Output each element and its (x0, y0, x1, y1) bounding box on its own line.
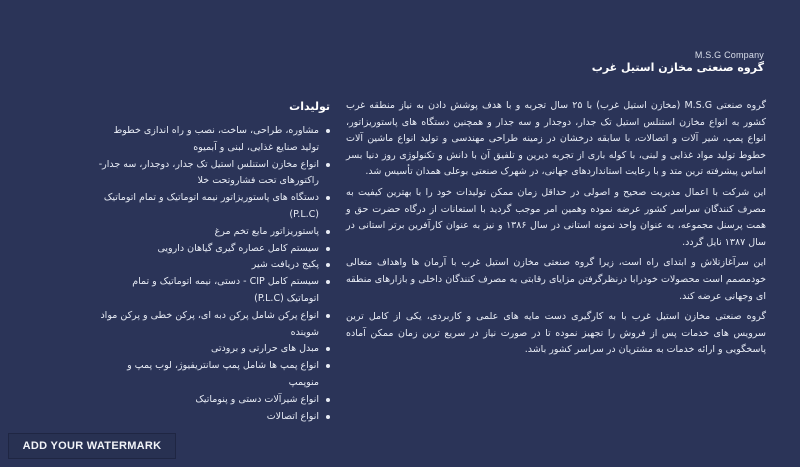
products-list (98, 123, 330, 425)
bullet-icon (326, 129, 330, 133)
bullet-icon (326, 263, 330, 267)
list-item (98, 274, 330, 308)
product-label: انواع اتصالات (266, 410, 319, 422)
list-item (98, 123, 330, 157)
list-item (98, 341, 330, 358)
list-item (98, 241, 330, 258)
about-paragraph: این شرکت با اعمال مدیریت صحیح و اصولی در حداقل زمان ممکن تولیدات خود را با بهترین کیفیت به مصرف کنندگان سراسر کشور عرضه نموده وهمین امر موجب گردید با استعانات از درگاه حضرت حق و همت پرسنل مجموعه، به عنوان واحد نمونه استانی در سال ۱۳۸۶ و نیز به عنوان کارآفرین برتر استانی در سال ۱۳۸۷ نایل گردد. (346, 186, 766, 248)
bullet-icon (326, 230, 330, 234)
about-paragraph: این سرآغازتلاش و ابتدای راه است، زیرا گروه صنعتی مخازن استیل غرب با آرمان ها واهداف متعالی خودمصمم است محصولات خودرابا درنظرگرفتن مزایای رقابتی به مصرف کنندگان داخلی و بازارهای منطقه ای وجهانی عرضه کند. (346, 257, 766, 302)
product-label: سیستم کامل عصاره گیری گیاهان دارویی (157, 242, 319, 254)
list-item (98, 190, 330, 224)
bullet-icon (326, 247, 330, 251)
bullet-icon (326, 415, 330, 419)
product-label: سیستم کامل CIP - دستی، نیمه اتوماتیک و تمام اتوماتیک (P.L.C) (132, 276, 319, 304)
list-item (98, 392, 330, 409)
product-label: انواع پمپ ها شامل پمپ سانتریفیوژ، لوب پمپ و منوپمپ (127, 360, 319, 388)
bullet-icon (326, 196, 330, 200)
list-item (98, 257, 330, 274)
products-section (98, 100, 330, 425)
bullet-icon (326, 314, 330, 318)
list-item (98, 308, 330, 342)
product-label: انواع مخازن استنلس استیل تک جدار، دوجدار، سه جدار-راکتورهای تحت فشاروتحت خلا (98, 158, 319, 187)
company-header (592, 50, 764, 74)
watermark-label: ADD YOUR WATERMARK (22, 440, 162, 452)
company-subtitle: گروه صنعتی مخازن استیل غرب (591, 61, 764, 74)
bullet-icon (326, 347, 330, 351)
list-item (98, 224, 330, 241)
about-paragraph: گروه صنعتی مخازن استیل غرب با به کارگیری دست مایه های علمی و کاربردی، یکی از کامل ترین سرویس های خدمات پس از فروش را تجهیز نموده تا در صورت نیاز در سریع ترین زمان ممکن آماده پاسخگویی و ارائه خدمات به مشتریان در سراسر کشور باشد. (346, 311, 766, 356)
list-item (98, 409, 330, 426)
list-item (98, 358, 330, 392)
bullet-icon (326, 280, 330, 284)
product-label: دستگاه های پاستوریزاتور نیمه اتوماتیک و تمام اتوماتیک (P.L.C) (103, 192, 319, 220)
product-label: پکیج دریافت شیر (251, 259, 319, 271)
add-watermark-button[interactable] (8, 433, 176, 459)
list-item (98, 157, 330, 191)
bullet-icon (326, 163, 330, 167)
about-paragraph: گروه صنعتی M.S.G (مخازن استیل غرب) با ۲۵ سال تجربه و با هدف پوشش دادن به نیاز منطقه غرب کشور به انواع مخازن استنلس استیل تک جدار، دوجدار و سه جدار و همچنین دستگاه های پاستوریزاتور، انواع پمپ، شیر آلات و اتصالات، با سابقه درخشان در زمینه طراحی مهندسی و تولید انواع ماشین آلات خطوط تولید مواد غذایی و لبنی، با کوله باری از تجربه دیرین و تلفیق آن با دانش و تکنولوژی روز دنیا بسر اساس پیشرفته ترین متد و با رعایت استانداردهای جهانی، در شهرک صنعتی بوعلی همدان تأسیس شد. (346, 100, 766, 178)
products-title: تولیدات (289, 100, 330, 113)
product-label: پاستوریزاتور مایع تخم مرغ (214, 225, 319, 237)
company-name: M.S.G Company (694, 50, 764, 60)
product-label: انواع پرکن شامل پرکن دبه ای، پرکن خطی و پرکن مواد شوینده (100, 309, 319, 338)
product-label: انواع شیرآلات دستی و پنوماتیک (195, 393, 319, 405)
bullet-icon (326, 398, 330, 402)
product-label: مشاوره، طراحی، ساخت، نصب و راه اندازی خطوط تولید صنایع غذایی، لبنی و آبمیوه (113, 125, 319, 153)
about-section (346, 98, 766, 363)
bullet-icon (326, 364, 330, 368)
product-label: مبدل های حرارتی و برودتی (210, 343, 319, 355)
